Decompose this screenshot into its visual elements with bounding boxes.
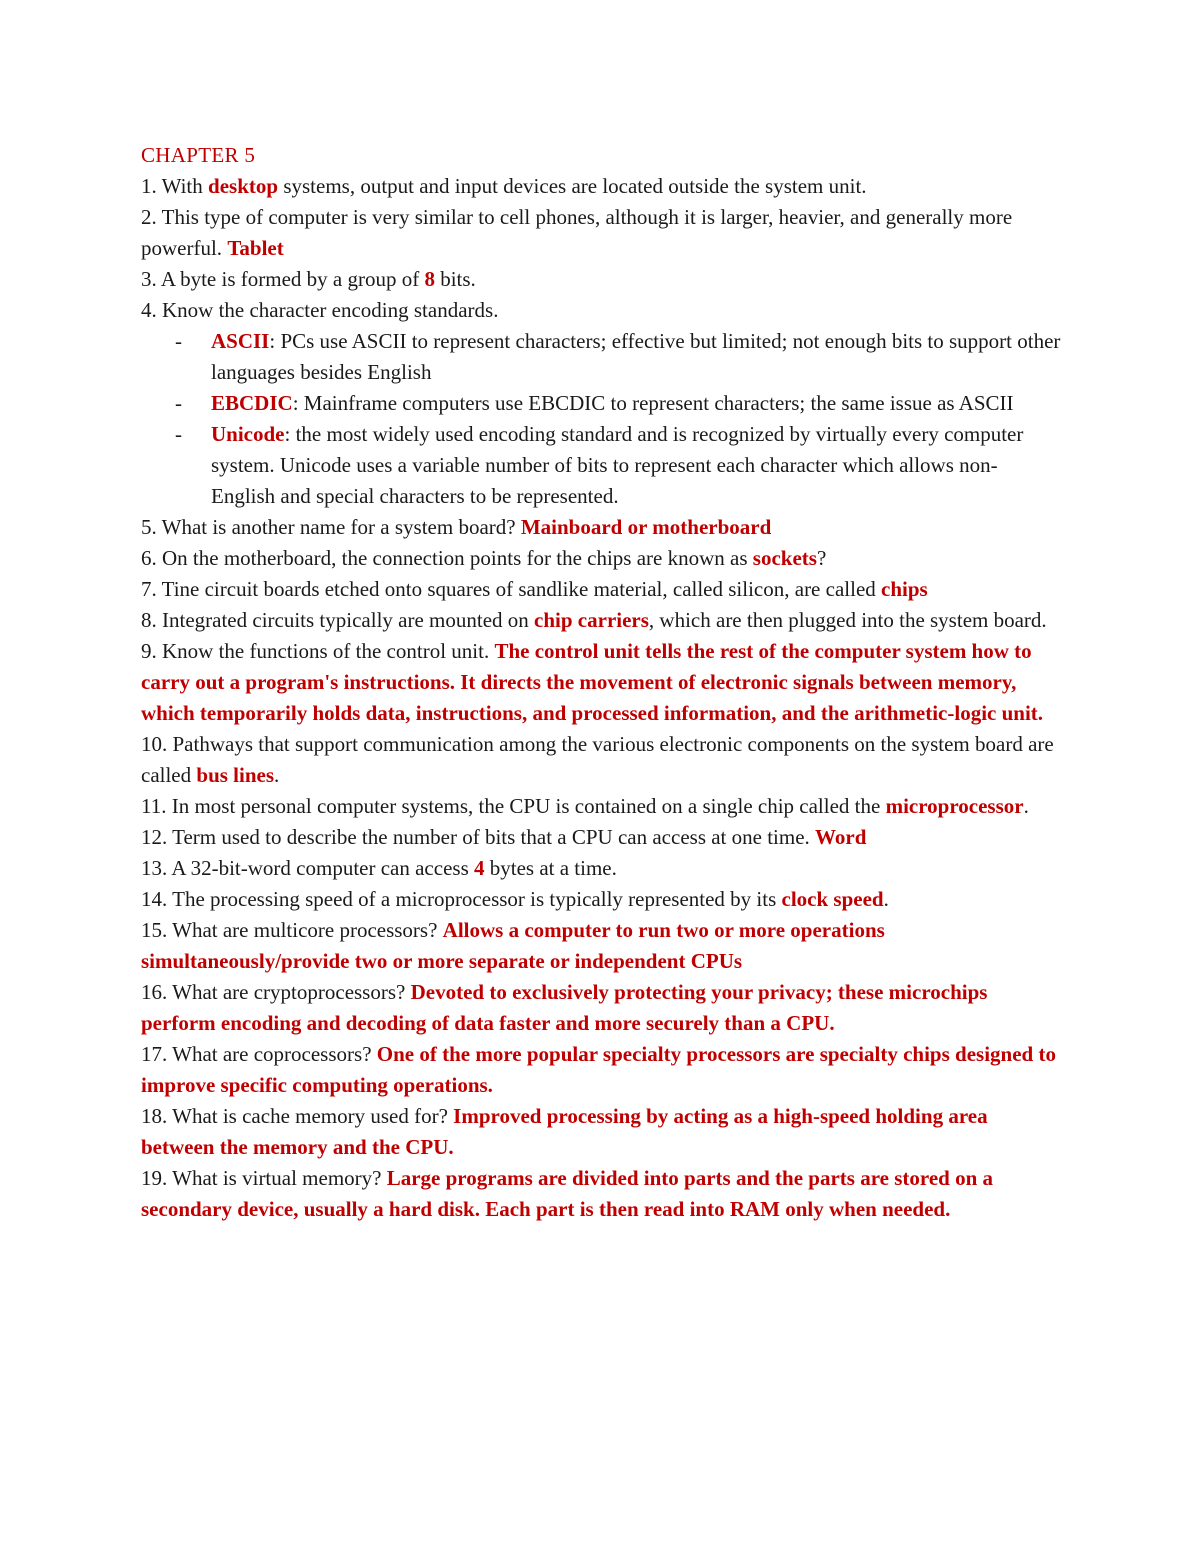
question-6 [141, 543, 1061, 574]
question-3-answer: 8 [424, 267, 435, 291]
question-5 [141, 512, 1061, 543]
encoding-item-ebcdic [141, 388, 1061, 419]
question-6-text-end: ? [816, 546, 827, 570]
question-13-text: 13. A 32-bit-word computer can access [141, 856, 474, 880]
question-12 [141, 822, 1061, 853]
question-11-answer: microprocessor [885, 794, 1024, 818]
list-dash: - [175, 422, 182, 446]
question-8-text-end: , which are then plugged into the system board. [648, 608, 1047, 632]
question-4 [141, 295, 1061, 326]
question-18 [141, 1101, 1061, 1163]
question-4-text: 4. Know the character encoding standards. [141, 298, 499, 322]
question-5-text: 5. What is another name for a system board? [141, 515, 521, 539]
question-14-text-end: . [883, 887, 889, 911]
question-17-answer: One of the more popular specialty processors are specialty chips designed to improve specific computing operations. [141, 1042, 1056, 1097]
question-2-text: 2. This type of computer is very similar to cell phones, although it is larger, heavier, and generally more powerful. [141, 205, 1013, 260]
question-12-text: 12. Term used to describe the number of bits that a CPU can access at one time. [141, 825, 816, 849]
question-6-answer: sockets [752, 546, 817, 570]
question-3 [141, 264, 1061, 295]
encoding-term: ASCII [211, 329, 270, 353]
encoding-description: : the most widely used encoding standard and is recognized by virtually every computer system. Unicode uses a variable number of bits to represent each character which allows non-English and special characters to be represented. [211, 422, 1024, 508]
question-6-text: 6. On the motherboard, the connection points for the chips are known as [141, 546, 753, 570]
question-13-text-end: bytes at a time. [484, 856, 617, 880]
question-14 [141, 884, 1061, 915]
question-15-answer: Allows a computer to run two or more operations simultaneously/provide two or more separate or independent CPUs [141, 918, 885, 973]
encoding-item-ascii [141, 326, 1061, 388]
question-5-answer: Mainboard or motherboard [520, 515, 772, 539]
question-16-answer: Devoted to exclusively protecting your privacy; these microchips perform encoding and decoding of data faster and more securely than a CPU. [141, 980, 988, 1035]
question-18-answer: Improved processing by acting as a high-speed holding area between the memory and the CPU. [141, 1104, 988, 1159]
question-1-text: 1. With [141, 174, 209, 198]
question-19 [141, 1163, 1061, 1225]
question-2 [141, 202, 1061, 264]
question-8-answer: chip carriers [534, 608, 649, 632]
question-7-answer: chips [881, 577, 928, 601]
question-16-text: 16. What are cryptoprocessors? [141, 980, 411, 1004]
question-7-text: 7. Tine circuit boards etched onto squares of sandlike material, called silicon, are called [141, 577, 882, 601]
question-10-text-end: . [274, 763, 280, 787]
question-14-answer: clock speed [781, 887, 884, 911]
question-11-text-end: . [1023, 794, 1029, 818]
question-1 [141, 171, 1061, 202]
question-19-answer: Large programs are divided into parts and the parts are stored on a secondary device, usually a hard disk. Each part is then read into RAM only when needed. [141, 1166, 994, 1221]
question-11 [141, 791, 1061, 822]
question-18-text: 18. What is cache memory used for? [141, 1104, 454, 1128]
question-17 [141, 1039, 1061, 1101]
question-3-text-end: bits. [434, 267, 476, 291]
question-12-answer: Word [815, 825, 867, 849]
question-3-text: 3. A byte is formed by a group of [141, 267, 425, 291]
encoding-term: Unicode [211, 422, 285, 446]
list-dash: - [175, 329, 182, 353]
question-16 [141, 977, 1061, 1039]
question-13 [141, 853, 1061, 884]
question-1-text-end: systems, output and input devices are located outside the system unit. [278, 174, 867, 198]
question-15 [141, 915, 1061, 977]
question-8 [141, 605, 1061, 636]
question-13-answer: 4 [474, 856, 485, 880]
question-19-text: 19. What is virtual memory? [141, 1166, 387, 1190]
document-page [141, 140, 1061, 1225]
question-8-text: 8. Integrated circuits typically are mounted on [141, 608, 535, 632]
question-10-text: 10. Pathways that support communication among the various electronic components on the system board are called [141, 732, 1054, 787]
question-14-text: 14. The processing speed of a microprocessor is typically represented by its [141, 887, 782, 911]
list-dash: - [175, 391, 182, 415]
question-9 [141, 636, 1061, 729]
encoding-item-unicode [141, 419, 1061, 512]
question-15-text: 15. What are multicore processors? [141, 918, 443, 942]
question-17-text: 17. What are coprocessors? [141, 1042, 377, 1066]
chapter-title: CHAPTER 5 [141, 143, 256, 167]
question-9-text: 9. Know the functions of the control unit. [141, 639, 495, 663]
question-2-answer: Tablet [227, 236, 284, 260]
question-11-text: 11. In most personal computer systems, the CPU is contained on a single chip called the [141, 794, 886, 818]
question-10 [141, 729, 1061, 791]
question-7 [141, 574, 1061, 605]
encoding-description: : Mainframe computers use EBCDIC to represent characters; the same issue as ASCII [292, 391, 1014, 415]
question-9-answer: The control unit tells the rest of the computer system how to carry out a program's instructions. It directs the movement of electronic signals between memory, which temporarily holds data, instructions, and processed information, and the arithmetic-logic unit. [141, 639, 1044, 725]
question-1-answer: desktop [208, 174, 279, 198]
question-10-answer: bus lines [196, 763, 275, 787]
encoding-term: EBCDIC [211, 391, 293, 415]
encoding-description: : PCs use ASCII to represent characters; effective but limited; not enough bits to support other languages besides English [211, 329, 1061, 384]
